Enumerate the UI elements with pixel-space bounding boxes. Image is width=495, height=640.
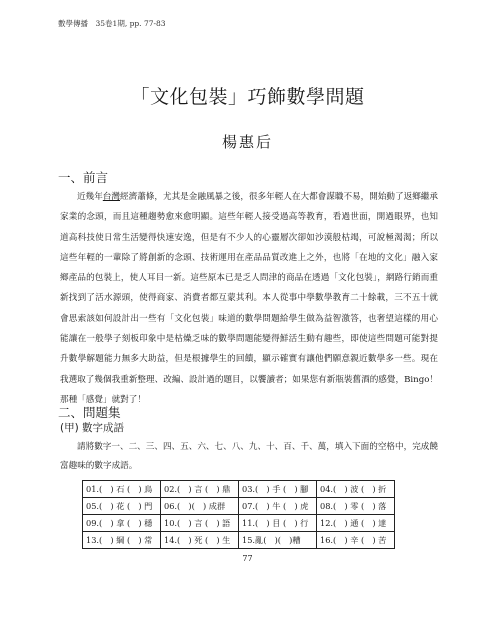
idiom-cell: 08.( ) 零 ( ) 落 [317, 498, 395, 515]
journal-header: 數學傳播 35卷1期, pp. 77-83 [58, 19, 166, 28]
subsection-heading: (甲) 數字成語 [60, 422, 125, 434]
article-title: 「文化包裝」巧飾數學問題 [130, 86, 365, 108]
idiom-row [83, 515, 395, 532]
idiom-cell: 04.( ) 波 ( ) 折 [317, 481, 395, 498]
author-name: 楊惠后 [221, 133, 273, 151]
instructions-paragraph: 請將數字一、二、三、四、五、六、七、八、九、十、百、千、萬，填入下面的空格中，完成饒富趣味的數字成語。 [60, 442, 438, 471]
idiom-cell: 02.( ) 言 ( ) 鼎 [161, 481, 239, 498]
intro-paragraph [60, 187, 438, 410]
idiom-cell: 13.( ) 綱 ( ) 常 [83, 532, 161, 549]
idiom-row [83, 532, 395, 549]
idiom-cell: 03.( ) 手 ( ) 腳 [239, 481, 317, 498]
idiom-cell: 12.( ) 通 ( ) 達 [317, 515, 395, 532]
intro-text-start: 近幾年 [77, 192, 103, 202]
idiom-cell: 05.( ) 花 ( ) 門 [83, 498, 161, 515]
idiom-row [83, 481, 395, 498]
idiom-cell: 15.亂( )( )糟 [239, 532, 317, 549]
idiom-cell: 01.( ) 石 ( ) 鳥 [83, 481, 161, 498]
section-heading-intro: 一、前言 [58, 170, 109, 185]
idiom-cell: 11.( ) 目 ( ) 行 [239, 515, 317, 532]
idiom-cell: 07.( ) 牛 ( ) 虎 [239, 498, 317, 515]
page-number: 77 [242, 554, 253, 563]
idiom-cell: 09.( ) 拿 ( ) 穩 [83, 515, 161, 532]
idiom-cell: 14.( ) 死 ( ) 生 [161, 532, 239, 549]
idiom-cell: 06.( )( ) 成群 [161, 498, 239, 515]
idiom-cell: 10.( ) 言 ( ) 語 [161, 515, 239, 532]
section-heading-problems: 二、問題集 [58, 405, 121, 420]
intro-underlined-text: 台灣 [102, 192, 120, 202]
idiom-table [82, 480, 395, 549]
idiom-row [83, 498, 395, 515]
idiom-cell: 16.( ) 辛 ( ) 苦 [317, 532, 395, 549]
intro-text-rest: 經濟蕭條，尤其是金融風暴之後，很多年輕人在大都會謀職不易，開始動了返鄉繼承家業的念頭，而且這種趨勢愈來愈明顯。這些年輕人接受過高等教育，看過世面，開過眼界，也知道高科技使日常生活變得快速安逸，但是有不少人的心靈層次卻如沙漠般枯竭，可說極渴渴；所以這些年輕的一輩除了將創新的念頭、技術運用在產品品質改進上之外，也將「在地的文化」融入家鄉產品的包裝上，使人耳目一新。這些原本已是乏人問津的商品在透過「文化包裝」，網路行銷而重新找到了活水源頭，使得商家、消費者都互蒙其利。本人從事中學數學教育二十餘載，三不五十就會思索該如何設計出一些有「文化包裝」味道的數學問題給學生做為益智激答，也奢望這樣的用心能讓在一般學子刻板印象中是枯燥乏味的數學問題能變得鮮活生動有趣些，即使這些問題可能對提升數學解題能力無多大助益，但是根據學生的回饋，顯示確實有讓他們願意親近數學多一些。現在我選取了幾個我重新整理、改編、設計過的題目，以饗讀者；如果您有新瓶裝舊酒的感覺，Bingo！那種「感覺」就對了！ [60, 192, 438, 405]
